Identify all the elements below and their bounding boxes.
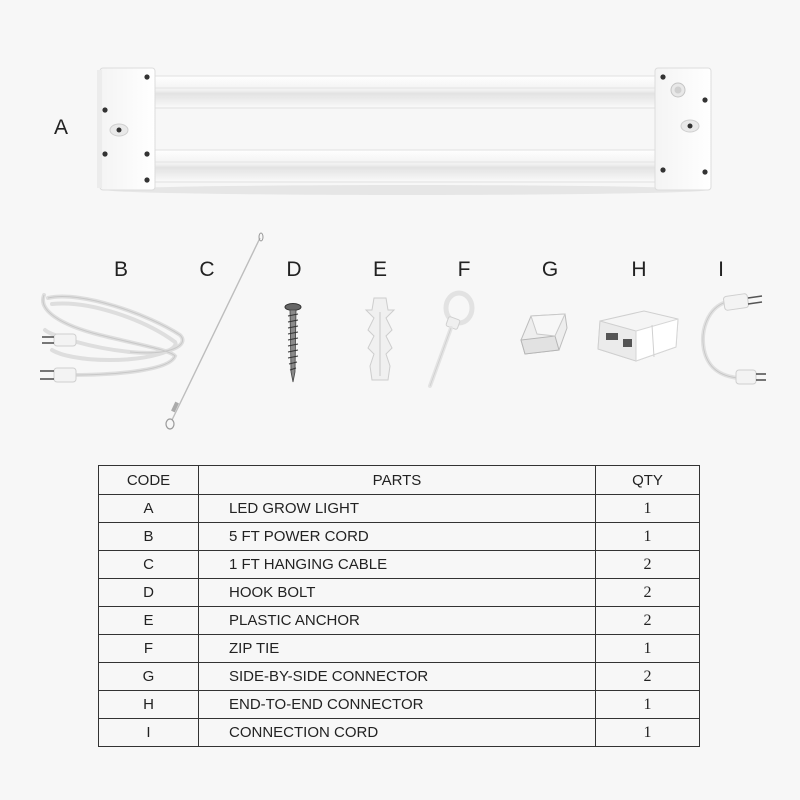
row-code: A: [99, 495, 199, 523]
part-label-e: E: [372, 258, 387, 281]
row-code: F: [99, 635, 199, 663]
row-code: D: [99, 579, 199, 607]
row-qty: 1: [596, 691, 700, 719]
side-by-side-connector-icon: [515, 310, 575, 365]
part-label-i: I: [718, 258, 724, 281]
plastic-anchor-icon: [360, 296, 400, 384]
row-code: E: [99, 607, 199, 635]
part-label-g: G: [541, 258, 559, 281]
row-part: 1 FT HANGING CABLE: [199, 551, 596, 579]
header-qty: QTY: [596, 466, 700, 495]
part-label-f: F: [457, 258, 471, 281]
row-part: ZIP TIE: [199, 635, 596, 663]
part-label-h: H: [631, 258, 647, 281]
header-parts: PARTS: [199, 466, 596, 495]
row-code: C: [99, 551, 199, 579]
part-label-a: A: [54, 116, 69, 139]
parts-table: [98, 465, 700, 747]
table-header-row: [99, 466, 700, 495]
led-grow-light-icon: [95, 62, 720, 197]
row-part: END-TO-END CONNECTOR: [199, 691, 596, 719]
row-code: I: [99, 719, 199, 747]
table-row: [99, 579, 700, 607]
header-code: CODE: [99, 466, 199, 495]
part-label-d: D: [286, 258, 302, 281]
connection-cord-icon: [700, 290, 772, 390]
table-row: [99, 551, 700, 579]
row-part: SIDE-BY-SIDE CONNECTOR: [199, 663, 596, 691]
end-to-end-connector-icon: [592, 305, 682, 365]
row-qty: 1: [596, 719, 700, 747]
row-part: 5 FT POWER CORD: [199, 523, 596, 551]
row-qty: 1: [596, 523, 700, 551]
hook-bolt-icon: [283, 302, 303, 384]
row-qty: 2: [596, 607, 700, 635]
table-row: [99, 663, 700, 691]
row-qty: 1: [596, 635, 700, 663]
zip-tie-icon: [425, 290, 480, 390]
table-row: [99, 691, 700, 719]
row-qty: 2: [596, 663, 700, 691]
row-code: G: [99, 663, 199, 691]
table-row: [99, 607, 700, 635]
row-qty: 1: [596, 495, 700, 523]
row-part: CONNECTION CORD: [199, 719, 596, 747]
part-label-c: C: [199, 258, 215, 281]
hanging-cable-icon: [160, 232, 270, 432]
table-row: [99, 635, 700, 663]
table-row: [99, 495, 700, 523]
row-code: B: [99, 523, 199, 551]
table-row: [99, 719, 700, 747]
row-qty: 2: [596, 551, 700, 579]
row-part: LED GROW LIGHT: [199, 495, 596, 523]
row-qty: 2: [596, 579, 700, 607]
part-label-b: B: [113, 258, 128, 281]
row-part: HOOK BOLT: [199, 579, 596, 607]
row-code: H: [99, 691, 199, 719]
row-part: PLASTIC ANCHOR: [199, 607, 596, 635]
table-row: [99, 523, 700, 551]
